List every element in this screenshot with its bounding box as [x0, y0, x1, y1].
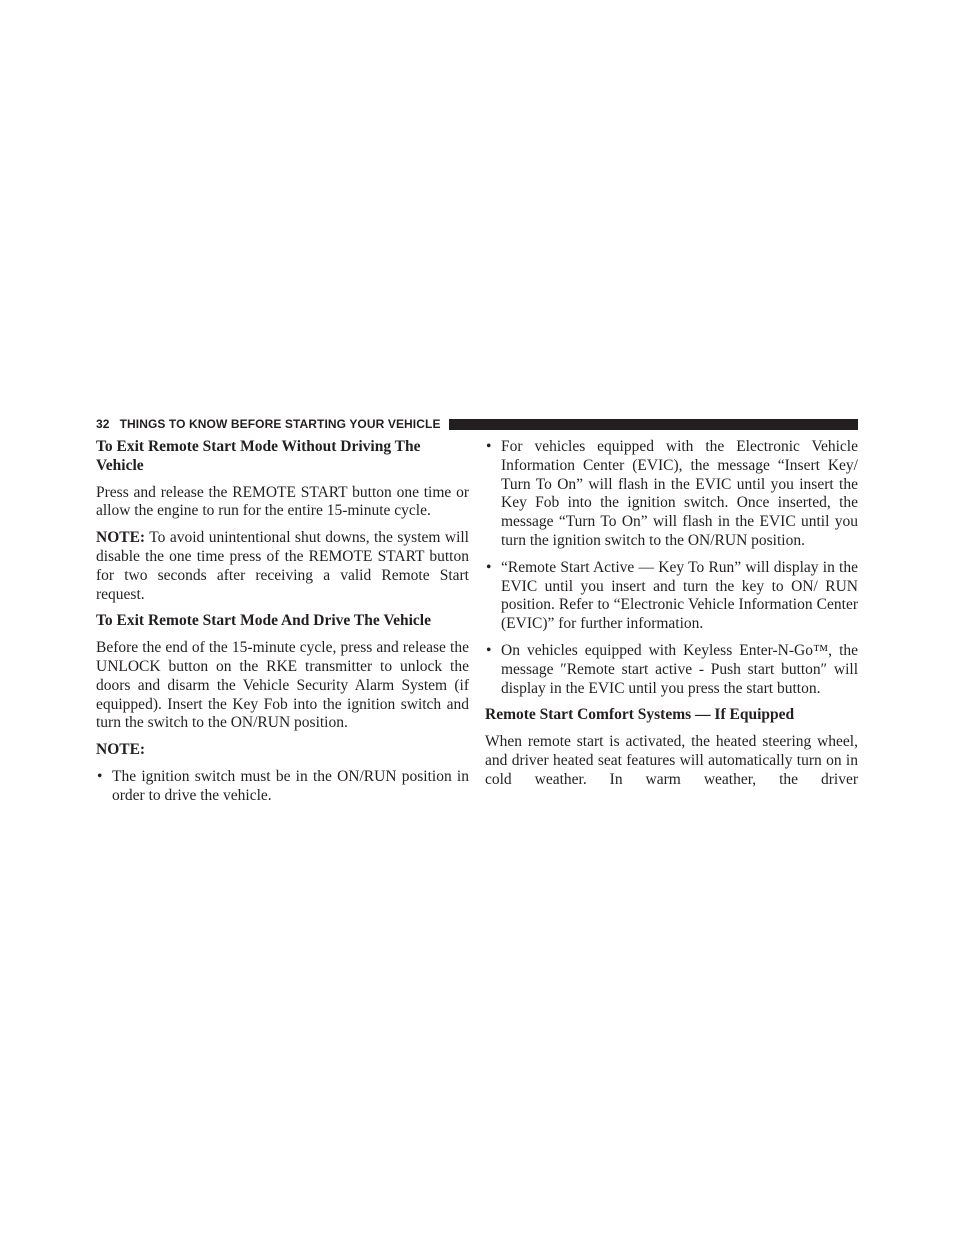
list-item [485, 559, 858, 634]
note-label: NOTE: [96, 529, 146, 547]
list-item-text: For vehicles equipped with the Electronic Vehicle Information Center (EVIC), the message “Insert Key/ Turn To On” will flash in the EVIC until you insert the Key Fob into the ignition switch. Once inserted, the message “Turn To On” will flash in the EVIC until you turn the ignition switch to the ON/RUN position. [501, 438, 858, 549]
bullet-glyph: • [486, 558, 492, 576]
bullet-glyph: • [486, 438, 492, 455]
right-column [485, 438, 858, 798]
list-item [485, 438, 858, 551]
list-item-text: “Remote Start Active — Key To Run” will display in the EVIC until you insert and turn the key to ON/ RUN position. Refer to “Electronic Vehicle Information Center (EVIC)” for further information. [501, 558, 858, 633]
bullet-glyph: • [97, 767, 103, 785]
section-title: THINGS TO KNOW BEFORE STARTING YOUR VEHICLE [119, 417, 441, 431]
paragraph-before-end-of-cycle: Before the end of the 15-minute cycle, press and release the UNLOCK button on the RKE transmitter to unlock the doors and disarm the Vehicle Security Alarm System (if equipped). Insert the Key Fob into the ignition switch and turn the switch to the ON/RUN position. [96, 639, 469, 732]
left-column [96, 438, 469, 814]
bullet-glyph: • [486, 641, 492, 659]
header-rule [449, 419, 858, 430]
paragraph-remote-start-activated: When remote start is activated, the heated steering wheel, and driver heated seat features will automatically turn on in cold weather. In warm weather, the driver [485, 733, 858, 788]
note-paragraph [96, 529, 469, 604]
list-item [485, 642, 858, 698]
left-bullet-list [96, 768, 469, 806]
page-number: 32 [96, 417, 110, 431]
right-bullet-list [485, 438, 858, 698]
heading-exit-without-driving: To Exit Remote Start Mode Without Driving The Vehicle [96, 438, 421, 474]
list-item-text: On vehicles equipped with Keyless Enter-N-Go™, the message ″Remote start active - Push start button″ will display in the EVIC until you press the start button. [501, 641, 858, 697]
list-item [96, 768, 469, 806]
note-label-2: NOTE: [96, 741, 146, 759]
page-header [96, 416, 858, 432]
paragraph-press-release: Press and release the REMOTE START button one time or allow the engine to run for the entire 15-minute cycle. [96, 483, 469, 520]
heading-comfort-systems: Remote Start Comfort Systems — If Equipped [485, 706, 795, 724]
heading-exit-and-drive: To Exit Remote Start Mode And Drive The Vehicle [96, 612, 431, 630]
list-item-text: The ignition switch must be in the ON/RUN position in order to drive the vehicle. [112, 767, 469, 804]
note-text: To avoid unintentional shut downs, the system will disable the one time press of the REMOTE START button for two seconds after receiving a valid Remote Start request. [96, 529, 469, 603]
